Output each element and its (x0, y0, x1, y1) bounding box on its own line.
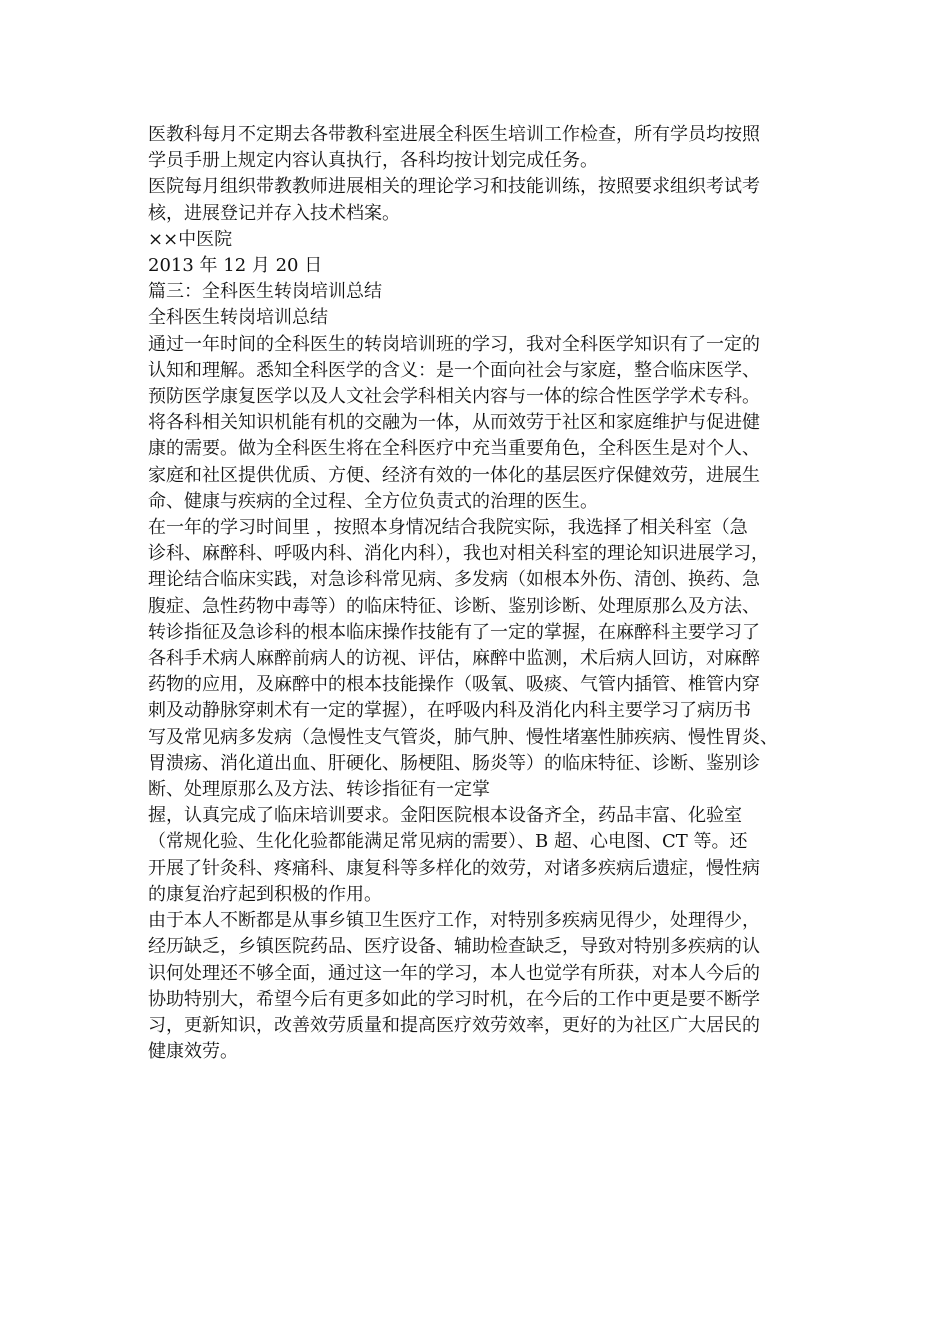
text-line: （常规化验、生化化验都能满足常见病的需要）、B 超、心电图、CT 等。还 (148, 831, 748, 853)
document-body (148, 122, 814, 1065)
text-line: 预防医学康复医学以及人文社会学科相关内容与一体的综合性医学学术专科。 (148, 386, 760, 408)
text-line: 写及常见病多发病（急慢性支气管炎，肺气肿、慢性堵塞性肺疾病、慢性胃炎、 (148, 726, 778, 748)
text-line: 经历缺乏，乡镇医院药品、医疗设备、辅助检查缺乏，导致对特别多疾病的认 (148, 936, 760, 958)
text-line: 医院每月组织带教教师进展相关的理论学习和技能训练，按照要求组织考试考 (148, 176, 760, 198)
text-line: 胃溃疡、消化道出血、肝硬化、肠梗阻、肠炎等）的临床特征、诊断、鉴别诊 (148, 752, 760, 774)
text-line: 握，认真完成了临床培训要求。金阳医院根本设备齐全，药品丰富、化验室 (148, 805, 742, 827)
text-line: 理论结合临床实践，对急诊科常见病、多发病（如根本外伤、清创、换药、急 (148, 569, 760, 591)
text-line: 各科手术病人麻醉前病人的访视、评估，麻醉中监测，术后病人回访，对麻醉 (148, 648, 760, 670)
text-line: 2013 年 12 月 20 日 (148, 255, 323, 277)
text-line: 断、处理原那么及方法、转诊指征有一定掌 (148, 779, 490, 801)
text-line: 由于本人不断都是从事乡镇卫生医疗工作，对特别多疾病见得少，处理得少， (148, 910, 760, 932)
text-line: 学员手册上规定内容认真执行，各科均按计划完成任务。 (148, 150, 598, 172)
text-line: 习，更新知识，改善效劳质量和提高医疗效劳效率，更好的为社区广大居民的 (148, 1014, 760, 1036)
text-line: 将各科相关知识机能有机的交融为一体，从而效劳于社区和家庭维护与促进健 (148, 412, 760, 434)
text-line: 的康复治疗起到积极的作用。 (148, 883, 382, 905)
section-heading: 篇三：全科医生转岗培训总结 (148, 281, 382, 303)
text-line: 医教科每月不定期去各带教科室进展全科医生培训工作检查，所有学员均按照 (148, 124, 760, 145)
text-line: 转诊指征及急诊科的根本临床操作技能有了一定的掌握，在麻醉科主要学习了 (148, 621, 760, 643)
text-line: 腹症、急性药物中毒等）的临床特征、诊断、鉴别诊断、处理原那么及方法、 (148, 595, 760, 617)
text-line: 核，进展登记并存入技术档案。 (148, 202, 400, 224)
text-line: 药物的应用，及麻醉中的根本技能操作（吸氧、吸痰、气管内插管、椎管内穿 (148, 674, 760, 696)
text-line: 刺及动静脉穿刺术有一定的掌握），在呼吸内科及消化内科主要学习了病历书 (148, 700, 751, 722)
text-line: 康的需要。做为全科医生将在全科医疗中充当重要角色，全科医生是对个人、 (148, 438, 760, 460)
text-line: 诊科、麻醉科、呼吸内科、消化内科），我也对相关科室的理论知识进展学习， (148, 543, 769, 565)
section-title: 全科医生转岗培训总结 (148, 307, 328, 329)
text-line: 命、健康与疾病的全过程、全方位负责式的治理的医生。 (148, 490, 598, 512)
text-line: 家庭和社区提供优质、方便、经济有效的一体化的基层医疗保健效劳，进展生 (148, 464, 760, 486)
text-line: 通过一年时间的全科医生的转岗培训班的学习，我对全科医学知识有了一定的 (148, 333, 760, 355)
text-line: 协助特别大，希望今后有更多如此的学习时机，在今后的工作中更是要不断学 (148, 988, 760, 1010)
text-line: 在一年的学习时间里 ，按照本身情况结合我院实际，我选择了相关科室（急 (148, 517, 748, 539)
text-line: 健康效劳。 (148, 1041, 238, 1063)
text-line: 识何处理还不够全面，通过这一年的学习，本人也觉学有所获，对本人今后的 (148, 962, 760, 984)
text-line: ××中医院 (148, 228, 233, 250)
text-line: 开展了针灸科、疼痛科、康复科等多样化的效劳，对诸多疾病后遗症，慢性病 (148, 857, 760, 879)
text-line: 认知和理解。悉知全科医学的含义：是一个面向社会与家庭，整合临床医学、 (148, 359, 760, 381)
